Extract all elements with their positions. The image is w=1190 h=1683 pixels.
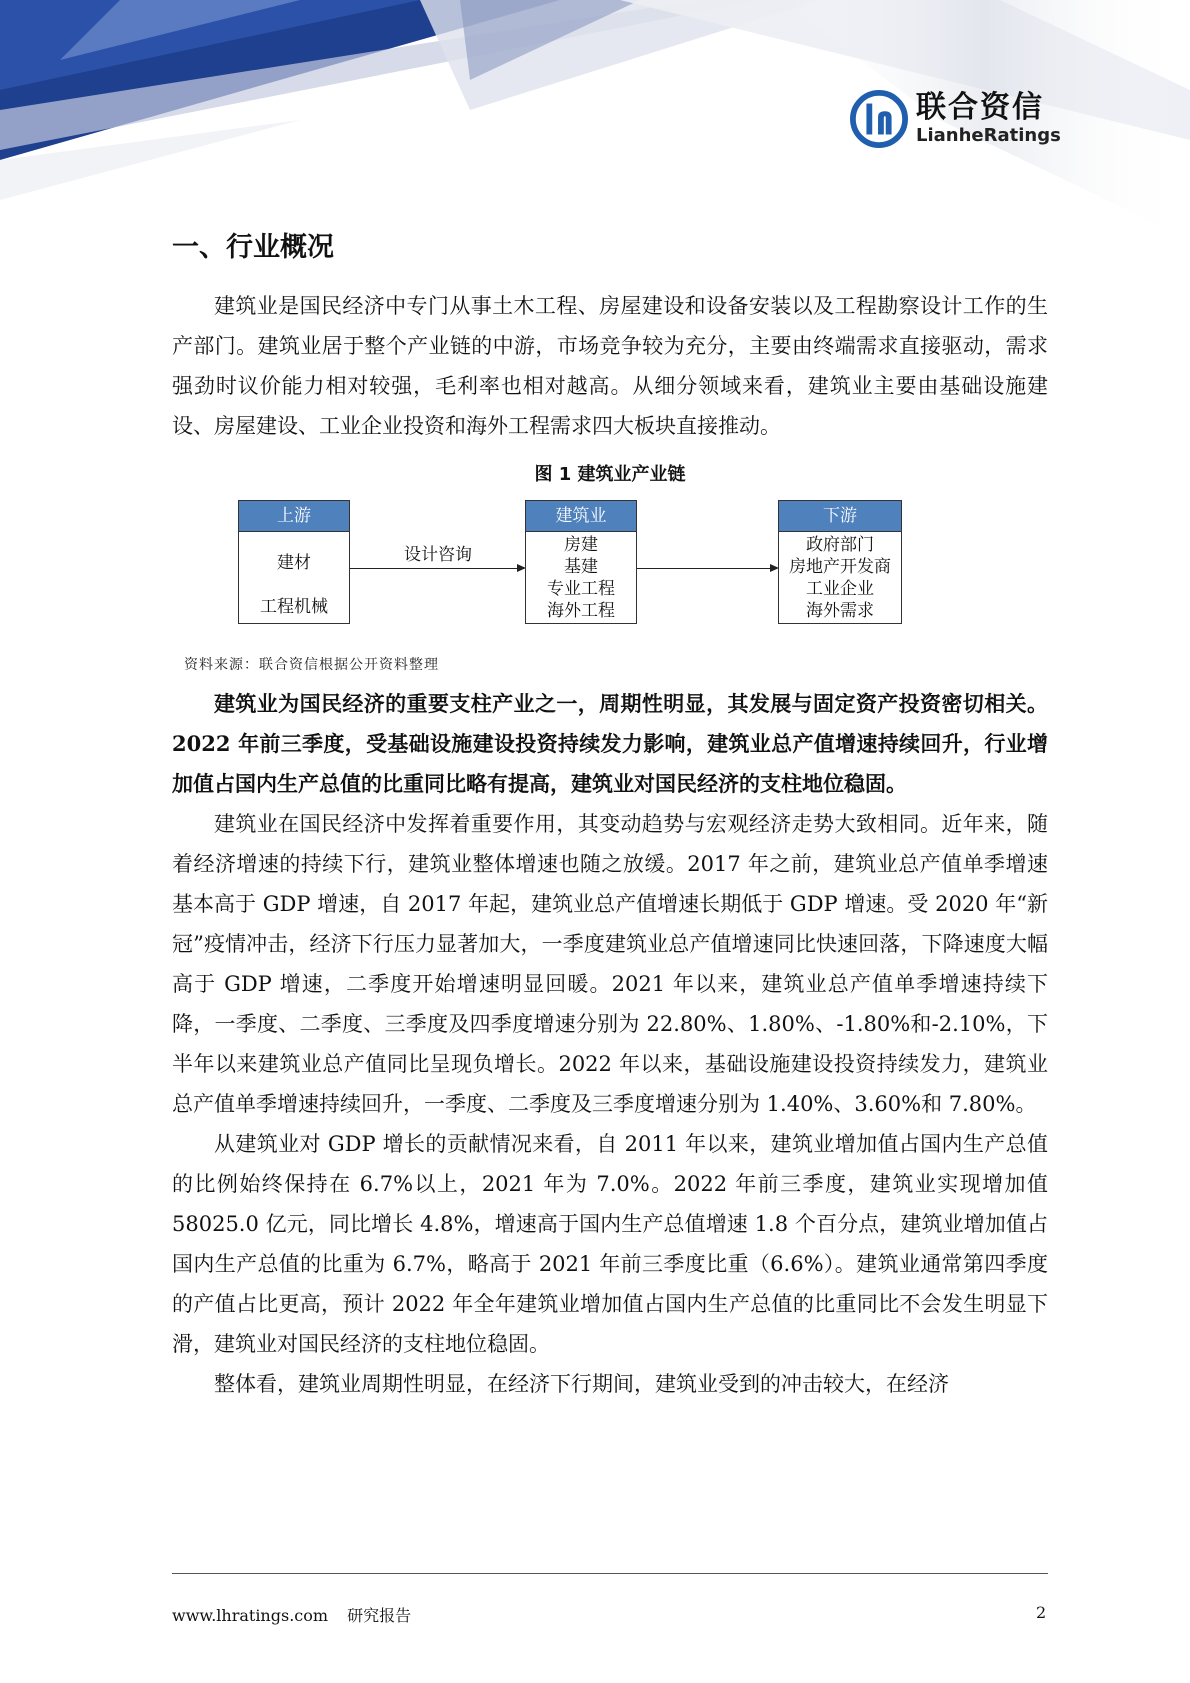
footer-doc-type: 研究报告 xyxy=(347,1606,412,1625)
downstream-header: 下游 xyxy=(779,501,901,532)
paragraph-gdp-contribution: 从建筑业对 GDP 增长的贡献情况来看，自 2011 年以来，建筑业增加值占国内生产总值的比例始终保持在 6.7%以上，2021 年为 7.0%。2022 年前三季度，建筑业实现增加值 58025.0 亿元，同比增长 4.8%，增速高于国内生产总值增速 1.8 个百分点，建筑业增加值占国内生产总值的比重为 6.7%，略高于 2021 年前三季度比重（6.6%）。建筑业通常第四季度的产值占比更高，预计 2022 年全年建筑业增加值占国内生产总值的比重同比不会发生明显下滑，建筑业对国民经济的支柱地位稳固。 xyxy=(172,1132,1048,1356)
lianhe-logo-icon xyxy=(850,90,908,148)
downstream-item-developers: 房地产开发商 xyxy=(789,557,891,577)
arrow-label-design-consulting: 设计咨询 xyxy=(404,545,472,565)
figure-source: 资料来源：联合资信根据公开资料整理 xyxy=(184,657,439,673)
footer-divider xyxy=(172,1573,1048,1574)
downstream-item-industrial: 工业企业 xyxy=(806,579,874,599)
construction-item-specialized: 专业工程 xyxy=(547,579,615,599)
footer-left xyxy=(172,1603,411,1626)
industry-chain-diagram xyxy=(238,500,958,640)
figure-title: 图 1 建筑业产业链 xyxy=(534,464,686,485)
page-number: 2 xyxy=(1036,1603,1047,1622)
construction-item-infrastructure: 基建 xyxy=(564,557,598,577)
upstream-box xyxy=(238,500,350,624)
logo-chinese-text: 联合资信 xyxy=(916,90,1044,125)
construction-item-overseas: 海外工程 xyxy=(547,601,615,621)
logo-english-text: LianheRatings xyxy=(916,125,1061,146)
construction-box xyxy=(525,500,637,624)
arrow-upstream-to-construction xyxy=(350,568,524,569)
paragraph-summary-bold: 建筑业为国民经济的重要支柱产业之一，周期性明显，其发展与固定资产投资密切相关。2022 年前三季度，受基础设施建设投资持续发力影响，建筑业总产值增速持续回升，行业增加值占国内生产总值的比重同比略有提高，建筑业对国民经济的支柱地位稳固。 xyxy=(172,691,1048,796)
downstream-item-government: 政府部门 xyxy=(806,535,874,555)
paragraph-growth-trend: 建筑业在国民经济中发挥着重要作用，其变动趋势与宏观经济走势大致相同。近年来，随着经济增速的持续下行，建筑业整体增速也随之放缓。2017 年之前，建筑业总产值单季增速基本高于 GDP 增速，自 2017 年起，建筑业总产值增速长期低于 GDP 增速。受 2020 年“新冠”疫情冲击，经济下行压力显著加大，一季度建筑业总产值增速同比快速回落，下降速度大幅高于 GDP 增速，二季度开始增速明显回暖。2021 年以来，建筑业总产值单季增速持续下降，一季度、二季度、三季度及四季度增速分别为 22.80%、1.80%、-1.80%和-2.10%，下半年以来建筑业总产值同比呈现负增长。2022 年以来，基础设施建设投资持续发力，建筑业总产值单季增速持续回升，一季度、二季度及三季度增速分别为 1.40%、3.60%和 7.80%。 xyxy=(172,812,1048,1116)
main-content xyxy=(172,225,1048,1404)
footer-url-link[interactable]: www.lhratings.com xyxy=(172,1606,329,1625)
company-logo xyxy=(850,90,1061,148)
downstream-box xyxy=(778,500,902,624)
construction-header: 建筑业 xyxy=(526,501,636,532)
upstream-header: 上游 xyxy=(239,501,349,532)
downstream-item-overseas-demand: 海外需求 xyxy=(806,601,874,621)
paragraph-overall: 整体看，建筑业周期性明显，在经济下行期间，建筑业受到的冲击较大，在经济 xyxy=(214,1372,949,1396)
paragraph-intro: 建筑业是国民经济中专门从事土木工程、房屋建设和设备安装以及工程勘察设计工作的生产部门。建筑业居于整个产业链的中游，市场竞争较为充分，主要由终端需求直接驱动，需求强劲时议价能力相对较强，毛利率也相对越高。从细分领域来看，建筑业主要由基础设施建设、房屋建设、工业企业投资和海外工程需求四大板块直接推动。 xyxy=(172,294,1048,438)
arrow-construction-to-downstream xyxy=(637,568,777,569)
section-title: 一、行业概况 xyxy=(172,232,334,263)
upstream-item-machinery: 工程机械 xyxy=(260,597,328,617)
construction-item-housing: 房建 xyxy=(564,535,598,555)
upstream-item-building-materials: 建材 xyxy=(277,553,311,573)
